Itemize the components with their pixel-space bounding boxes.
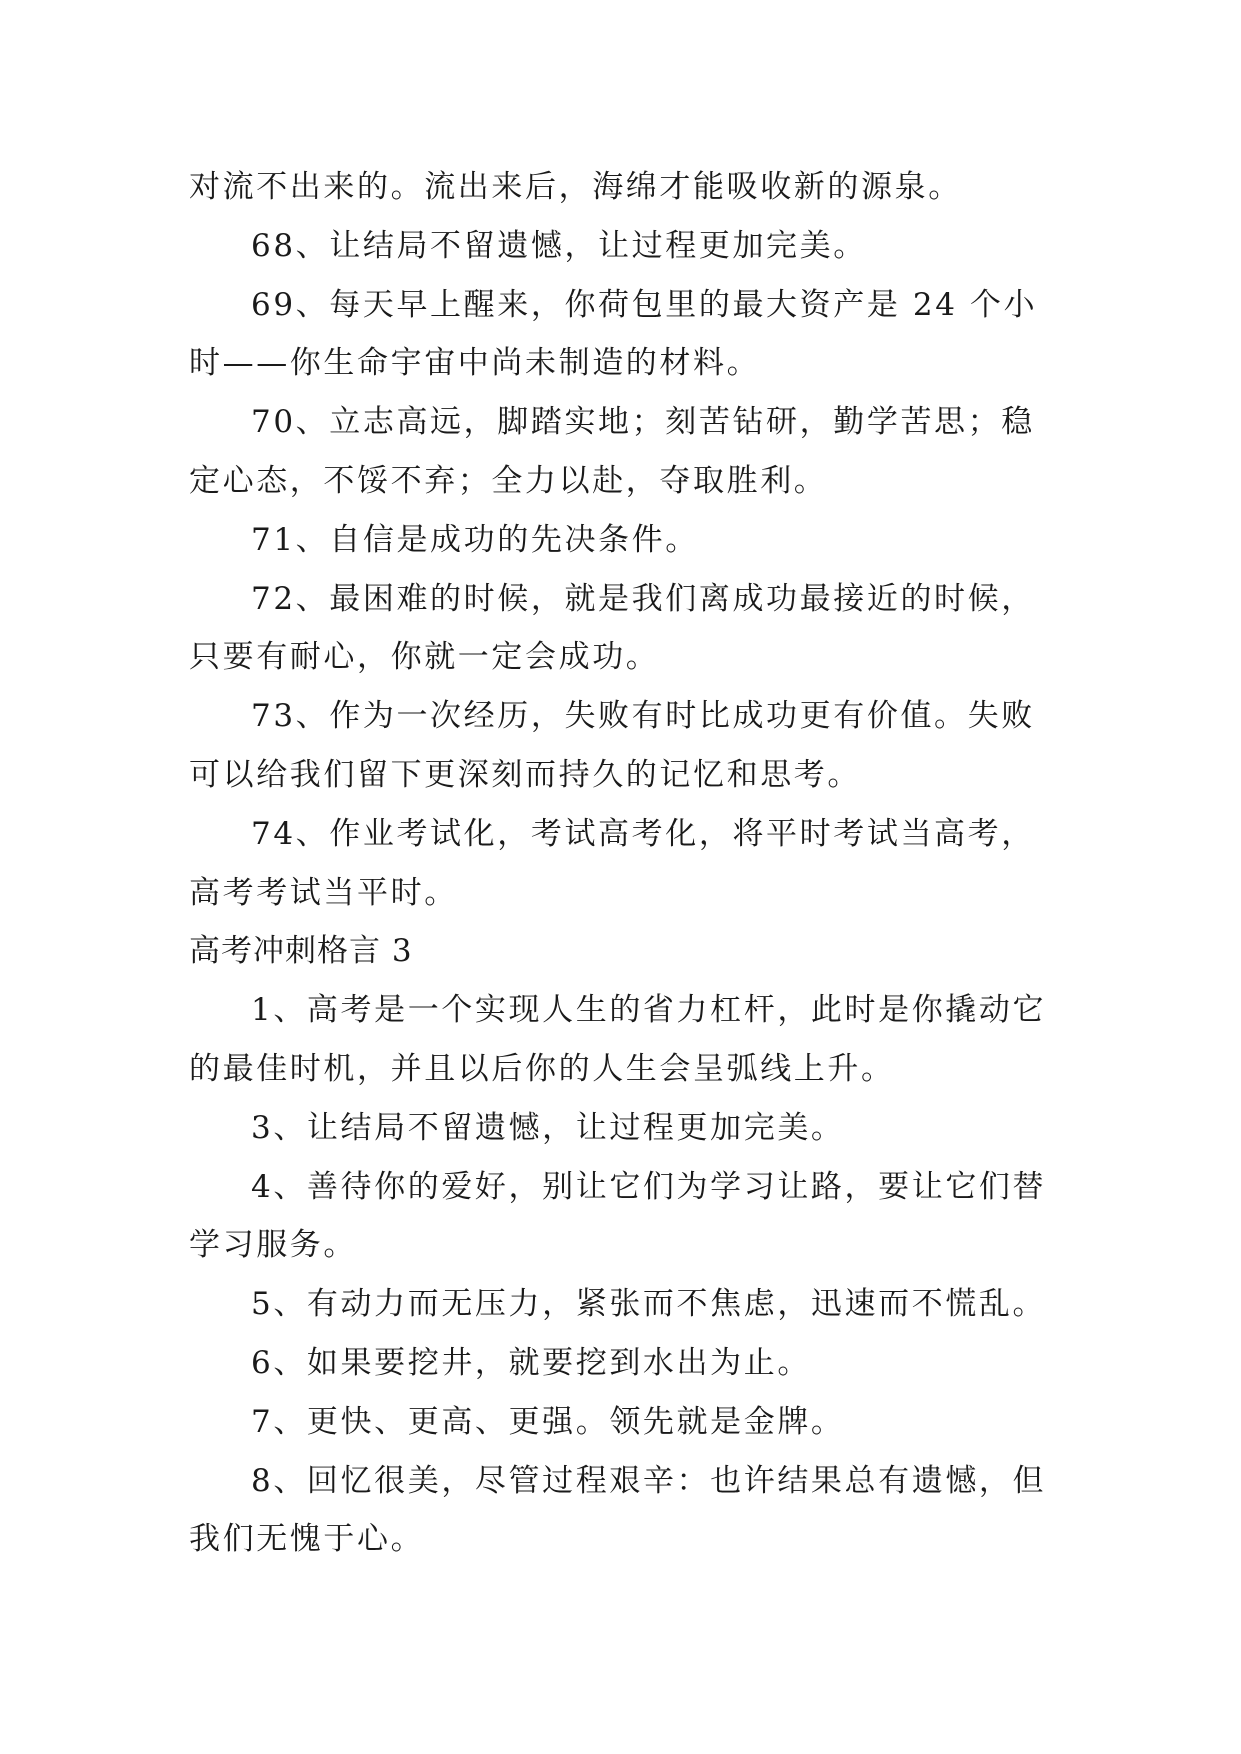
- section-quote-6: 6、如果要挖井，就要挖到水出为止。: [251, 1344, 811, 1381]
- document-body: [189, 158, 1055, 1569]
- section-quote-8: 8、回忆很美，尽管过程艰辛：也许结果总有遗憾，但我们无愧于心。: [189, 1462, 1047, 1558]
- section-quote-1: 1、高考是一个实现人生的省力杠杆，此时是你撬动它的最佳时机，并且以后你的人生会呈弧线上升。: [189, 992, 1047, 1087]
- section-quote-4: 4、善待你的爱好，别让它们为学习让路，要让它们替学习服务。: [189, 1168, 1047, 1264]
- quote-70: 70、立志高远，脚踏实地；刻苦钻研，勤学苦思；稳定心态，不馁不弃；全力以赴，夺取胜利。: [189, 404, 1035, 499]
- quote-73: 73、作为一次经历，失败有时比成功更有价值。失败可以给我们留下更深刻而持久的记忆和思考。: [189, 698, 1035, 793]
- quote-69: 69、每天早上醒来，你荷包里的最大资产是 24 个小时——你生命宇宙中尚未制造的材料。: [189, 286, 1038, 382]
- paragraph-continuation: 对流不出来的。流出来后，海绵才能吸收新的源泉。: [189, 169, 962, 205]
- section-quote-3: 3、让结局不留遗憾，让过程更加完美。: [251, 1109, 845, 1146]
- quote-74: 74、作业考试化，考试高考化，将平时考试当高考，高考考试当平时。: [189, 815, 1035, 911]
- section-quote-5: 5、有动力而无压力，紧张而不焦虑，迅速而不慌乱。: [251, 1286, 1047, 1323]
- section-heading: 高考冲刺格言 3: [189, 933, 413, 970]
- quote-72: 72、最困难的时候，就是我们离成功最接近的时候，只要有耐心，你就一定会成功。: [189, 580, 1035, 676]
- quote-71: 71、自信是成功的先决条件。: [251, 521, 699, 558]
- quote-68: 68、让结局不留遗憾，让过程更加完美。: [251, 227, 867, 264]
- section-quote-7: 7、更快、更高、更强。领先就是金牌。: [251, 1403, 845, 1440]
